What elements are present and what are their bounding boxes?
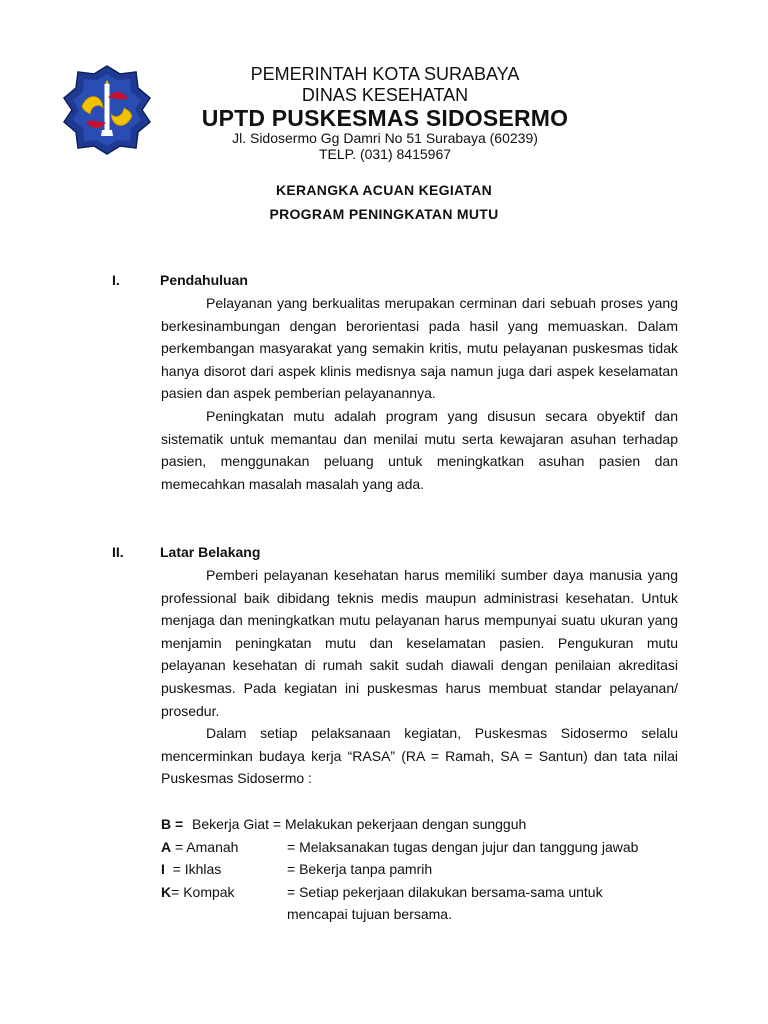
value-letter: B = bbox=[161, 816, 184, 832]
document-subtitle: PROGRAM PENINGKATAN MUTU bbox=[269, 206, 499, 222]
section-number: I. bbox=[112, 272, 120, 288]
section-heading: Pendahuluan bbox=[160, 272, 248, 288]
paragraph: Pemberi pelayanan kesehatan harus memiliki sumber daya manusia yang professional baik dibidang teknis medis maupun administrasi kesehatan. Untuk menjaga dan meningkatkan mutu pelayanan harus mempunyai suatu ukuran yang menjamin peningkatan mutu dan keselamatan pasien. Pengukuran mutu pelayanan kesehatan di rumah sakit sudah diawali dengan penilaian akreditasi puskesmas. Pada kegiatan ini puskesmas harus membuat standar pelayanan/ prosedur. bbox=[161, 567, 678, 719]
value-name: = Ikhlas bbox=[164, 861, 222, 878]
list-item-continuation bbox=[161, 903, 681, 926]
list-item bbox=[161, 813, 681, 836]
letterhead-line-agency: DINAS KESEHATAN bbox=[301, 85, 469, 105]
paragraph: Pelayanan yang berkualitas merupakan cerminan dari sebuah proses yang berkesinambungan dengan berorientasi pada hasil yang memuaskan. Dalam perkembangan masyarakat yang semakin kritis, mutu pelayanan puskesmas tidak hanya disorot dari aspek klinis medisnya saja namun juga dari aspek keselamatan pasien dan aspek pemberian pelayanannya. bbox=[161, 295, 678, 402]
section-heading: Latar Belakang bbox=[160, 544, 261, 560]
paragraph: Peningkatan mutu adalah program yang disusun secara obyektif dan sistematik untuk memantau dan menilai mutu serta kewajaran asuhan terhadap pasien, menggunakan peluang untuk meningkatkan asuhan pasien dan memecahkan masalah masalah yang ada. bbox=[161, 407, 678, 492]
value-description-continuation: mencapai tujuan bersama. bbox=[287, 906, 452, 923]
list-item bbox=[161, 881, 681, 904]
letterhead-line-government: PEMERINTAH KOTA SURABAYA bbox=[250, 64, 520, 84]
list-item bbox=[161, 858, 681, 881]
section-number: II. bbox=[112, 544, 124, 560]
section-body bbox=[161, 292, 678, 495]
values-list bbox=[161, 813, 681, 926]
value-letter: K bbox=[161, 883, 172, 900]
letterhead-line-institution: UPTD PUSKESMAS SIDOSERMO bbox=[201, 105, 569, 131]
value-name: = Amanah bbox=[171, 838, 239, 855]
section-body bbox=[161, 564, 678, 790]
value-description: = Melaksanakan tugas dengan jujur dan tanggung jawab bbox=[287, 838, 639, 855]
value-letter: A bbox=[161, 838, 172, 855]
document-title: KERANGKA ACUAN KEGIATAN bbox=[275, 182, 493, 198]
value-name: = Kompak bbox=[171, 883, 235, 900]
value-description: = Setiap pekerjaan dilakukan bersama-sama untuk bbox=[287, 883, 603, 900]
value-description: = Bekerja tanpa pamrih bbox=[287, 861, 433, 878]
paragraph: Dalam setiap pelaksanaan kegiatan, Puskesmas Sidosermo selalu mencerminkan budaya kerja “RASA” (RA = Ramah, SA = Santun) dan tata nilai Puskesmas Sidosermo : bbox=[161, 725, 678, 787]
value-description: Bekerja Giat = Melakukan pekerjaan dengan sungguh bbox=[192, 816, 527, 832]
letterhead-phone: TELP. (031) 8415967 bbox=[318, 146, 452, 162]
value-letter: I bbox=[161, 861, 165, 878]
surabaya-emblem-logo bbox=[62, 64, 152, 156]
letterhead-address: Jl. Sidosermo Gg Damri No 51 Surabaya (60239) bbox=[232, 130, 538, 146]
list-item bbox=[161, 836, 681, 859]
